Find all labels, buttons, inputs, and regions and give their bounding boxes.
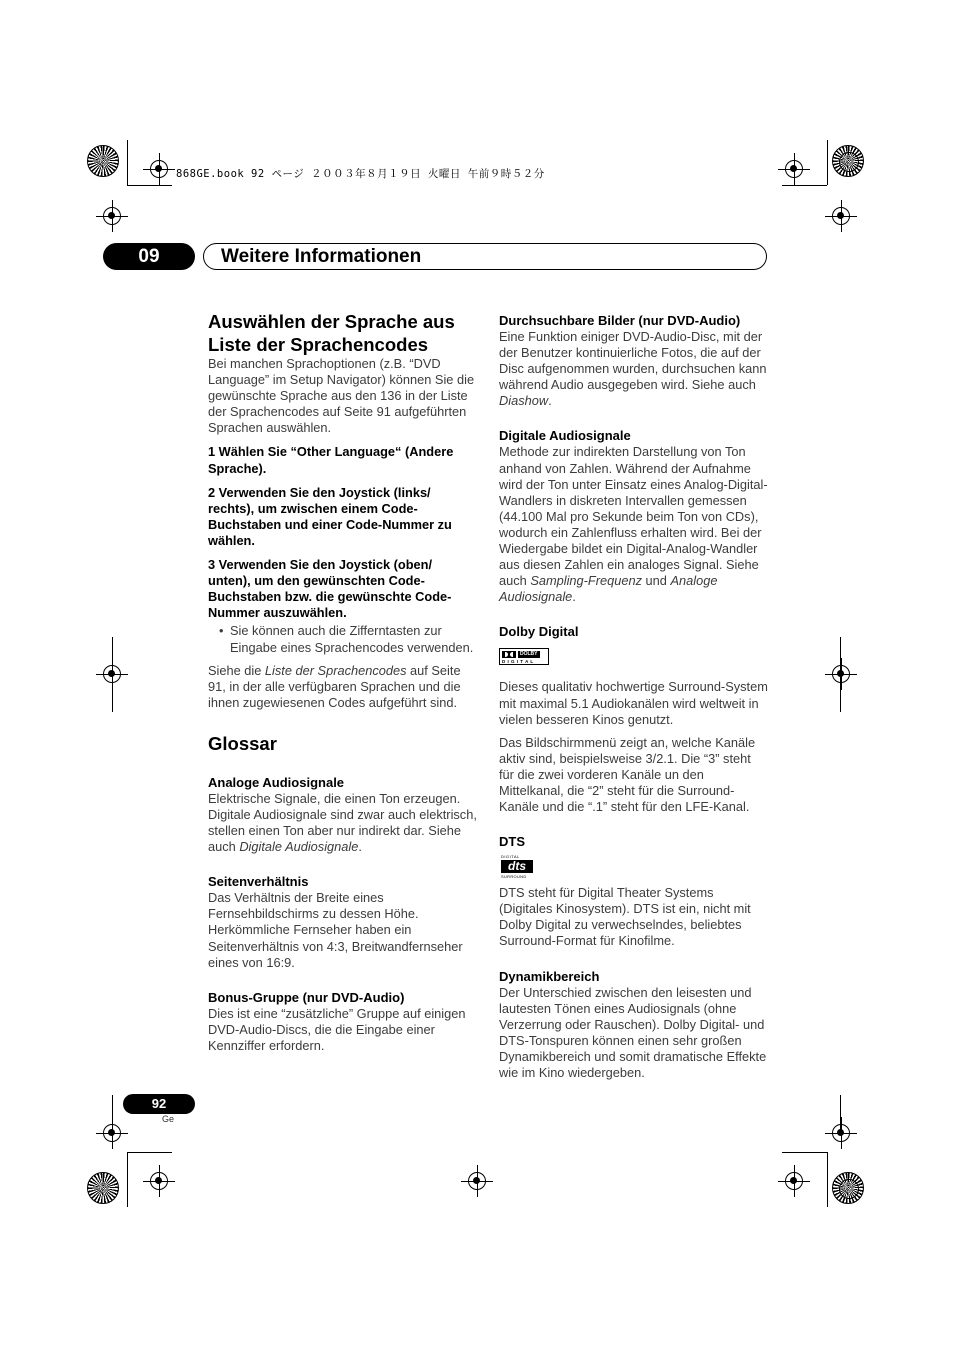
term-dts: DTS — [499, 834, 525, 850]
color-wheel-icon — [87, 1172, 119, 1204]
definition-browsable: Eine Funktion einiger DVD-Audio-Disc, mit der der Benutzer kontinuierliche Fotos, die auf der Disc aufgenommen wurden, durchsuchen kann während Audio ausgegeben wird. Siehe auch Diashow. — [499, 329, 767, 409]
step-3: 3 Verwenden Sie den Joystick (oben/ unten), um den gewünschten Code-Buchstaben bzw. die gewünschte Code-Nummer auszuwählen. — [208, 557, 452, 621]
section-title: Auswählen der Sprache aus Liste der Sprachencodes — [208, 311, 455, 355]
definition-digital: Methode zur indirekten Darstellung von Ton anhand von Zahlen. Während der Aufnahme wird der Ton unter Einsatz eines Analog-Digital-Wandlers in diskreten Intervallen gemessen (44.100 Mal pro Sekunde beim Ton von CDs), wodurch ein Zahlenfluss erhalten wird. Bei der Wiedergabe bildet ein Digital-Analog-Wandler aus diesen Zahlen ein analoges Signal. Siehe auch Sampling-Frequenz und Analoge Audiosignale. — [499, 444, 768, 605]
section-intro: Bei manchen Sprachoptionen (z.B. “DVD Language” im Setup Navigator) können Sie die gewünschte Sprache aus den 136 in der Liste der Sprachencodes auf Seite 91 aufgeführten Sprachen auswählen. — [208, 356, 475, 436]
registration-mark-icon — [832, 207, 850, 225]
registration-mark-icon — [150, 1172, 168, 1190]
definition-dolby-1: Dieses qualitativ hochwertige Surround-System mit maximal 5.1 Audiokanälen wird weltweit in vielen besseren Kinos genutzt. — [499, 679, 768, 727]
chapter-number: 09 — [103, 243, 195, 270]
definition-bonus: Dies ist eine “zusätzliche” Gruppe auf einigen DVD-Audio-Discs, die die Eingabe einer Kennziffer erfordern. — [208, 1005, 466, 1053]
left-column — [208, 310, 478, 1061]
glossar-title: Glossar — [208, 732, 277, 754]
term-aspect: Seitenverhältnis — [208, 874, 309, 890]
term-dolby: Dolby Digital — [499, 624, 579, 640]
term-dynamic: Dynamikbereich — [499, 968, 600, 984]
registration-mark-icon — [832, 665, 850, 683]
right-column — [499, 312, 769, 1088]
dolby-digital-logo-icon: DOLBY D I G I T A L — [499, 648, 549, 665]
color-wheel-icon — [832, 1172, 864, 1204]
definition-dts: DTS steht für Digital Theater Systems (Digitales Kinosystem). DTS ist ein, nicht mit Dolby Digital zu verwechselndes, beliebtes Surround-Format für Kinofilme. — [499, 885, 751, 949]
color-wheel-icon — [832, 145, 864, 177]
page-number: 92 — [123, 1094, 195, 1114]
chapter-title: Weitere Informationen — [221, 246, 422, 267]
term-browsable: Durchsuchbare Bilder (nur DVD-Audio) — [499, 313, 741, 328]
definition-analog: Elektrische Signale, die einen Ton erzeugen. Digitale Audiosignale sind zwar auch elektrisch, stellen einen Ton aber nur indirekt dar. Siehe auch Digitale Audiosignale. — [208, 790, 477, 855]
registration-mark-icon — [103, 665, 121, 683]
registration-mark-icon — [103, 1124, 121, 1142]
print-header: 868GE.book 92 ページ ２００３年８月１９日 火曜日 午前９時５２分 — [176, 168, 545, 180]
dts-logo-icon: DIGITAL dts SURROUND — [499, 855, 535, 881]
term-digital: Digitale Audiosignale — [499, 428, 631, 444]
page-language: Ge — [162, 1114, 175, 1124]
registration-mark-icon — [150, 160, 168, 178]
registration-mark-icon — [468, 1172, 486, 1190]
term-bonus: Bonus-Gruppe (nur DVD-Audio) — [208, 989, 405, 1005]
registration-mark-icon — [785, 160, 803, 178]
step-2: 2 Verwenden Sie den Joystick (links/ rechts), um zwischen einem Code-Buchstaben und einer Code-Nummer zu wählen. — [208, 484, 452, 548]
step-1: 1 Wählen Sie “Other Language“ (Andere Sprache). — [208, 444, 454, 476]
definition-dynamic: Der Unterschied zwischen den leisesten und lautesten Tönen eines Audiosignals (ohne Verzerrung oder Rauschen). Dolby Digital- und DTS-Tonspuren können einen sehr großen Dynamikbereich und somit dramatische Effekte wie im Kino wiedergeben. — [499, 984, 767, 1080]
see-also-paragraph: Siehe die Liste der Sprachencodes auf Seite 91, in der alle verfügbaren Sprachen und die ihnen zugewiesenen Codes aufgeführt sind. — [208, 662, 461, 710]
bullet-item: • Sie können auch die Zifferntasten zur Eingabe eines Sprachencodes verwenden. — [208, 623, 478, 655]
registration-mark-icon — [103, 207, 121, 225]
definition-dolby-2: Das Bildschirmmenü zeigt an, welche Kanäle aktiv sind, beispielsweise 3/2.1. Die “3” steht für die zwei vorderen Kanäle un den Mittelkanal, die “2” steht für die Surround-Kanäle und die “.1” steht für den LFE-Kanal. — [499, 734, 756, 815]
registration-mark-icon — [832, 1124, 850, 1142]
definition-aspect: Das Verhältnis der Breite eines Fernsehbildschirms zu dessen Höhe. Herkömmliche Fernseher haben ein Seitenverhältnis von 4:3, Breitwandfernseher eines von 16:9. — [208, 890, 463, 970]
registration-mark-icon — [785, 1172, 803, 1190]
term-analog: Analoge Audiosignale — [208, 774, 345, 790]
color-wheel-icon — [87, 145, 119, 177]
